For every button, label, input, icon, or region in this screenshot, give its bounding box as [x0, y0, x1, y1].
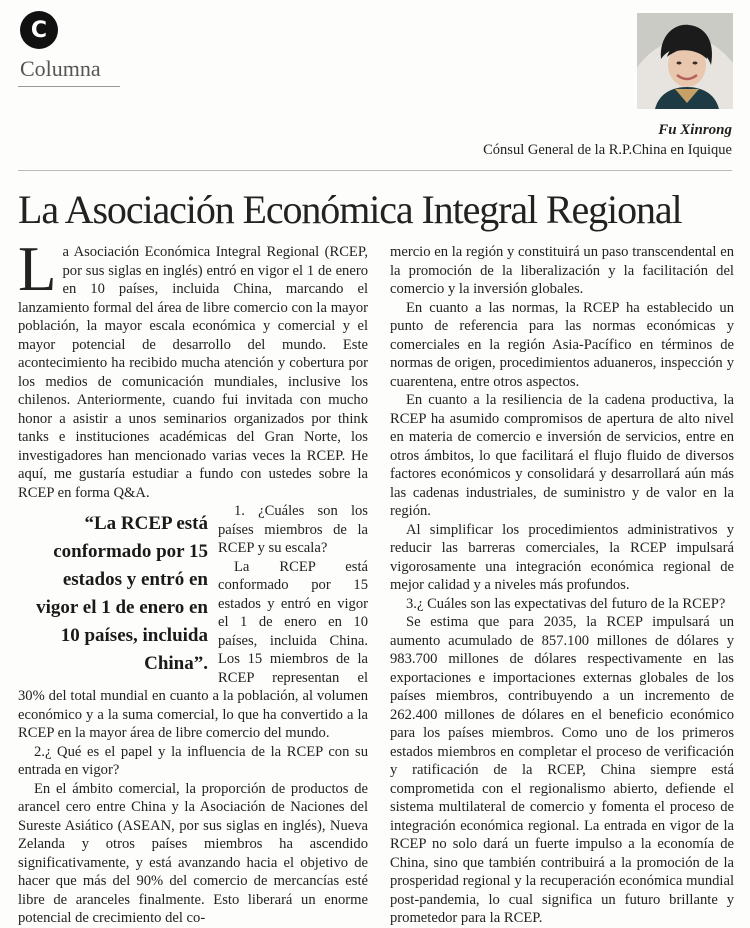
- section-divider: [18, 86, 120, 87]
- article-paragraph: En cuanto a las normas, la RCEP ha establecido un punto de referencia para las normas económicas y comerciales en la región Asia-Pacífico en términos de normas de origen, procedimientos aduaneros, inspección y cuarentena, entre otros aspectos.: [390, 299, 734, 390]
- author-portrait-icon: [637, 13, 733, 109]
- article-paragraph: Al simplificar los procedimientos administrativos y reducir las barreras comerciales, la RCEP impulsará vigorosamente una integración económica regional de mejor calidad y a niveles más profundos.: [390, 521, 734, 593]
- headline-divider: [18, 170, 732, 171]
- article-paragraph: La RCEP está conformado por 15 estados y entró en vigor el 1 de enero en 10 países, incluida China. Los 15 miembros de la RCEP representan el 30% del total mundial en cuanto a la población, al volumen económico y a la suma comercial, lo que ha convertido a la RCEP en la mayor área de libre comercio del mundo.: [18, 558, 368, 741]
- article-paragraph: En el ámbito comercial, la proporción de productos de arancel cero entre China y la Asociación de Naciones del Sureste Asiático (ASEAN, por sus siglas en inglés), Nueva Zelanda y otros países miembros ha ascendido significativamente, y está avanzando hacia el objetivo de hacer que más del 90% del comercio de mercancías esté libre de aranceles finalmente. Esto liberará un enorme potencial de crecimiento del co-: [18, 780, 368, 926]
- author-name: Fu Xinrong: [658, 122, 732, 138]
- article-paragraph: En cuanto a la resiliencia de la cadena productiva, la RCEP ha asumido compromisos de apertura de alto nivel en materia de comercio e inversión de servicios, entre en otros ámbitos, lo que facilitará el flujo fluido de diversos factores económicos y consolidará y desarrollará aún más las cadenas industriales, de suministro y de valor en la región.: [390, 392, 734, 519]
- article-column-left: [18, 234, 368, 928]
- author-photo: [637, 13, 733, 109]
- section-label: Columna: [20, 56, 101, 81]
- article-paragraph: 3.¿ Cuáles son las expectativas del futuro de la RCEP?: [406, 595, 726, 612]
- article-paragraph: 1. ¿Cuáles son los países miembros de la RCEP y su escala?: [218, 503, 368, 556]
- article-paragraph: Se estima que para 2035, la RCEP impulsará un aumento acumulado de 857.100 millones de dólares y 983.700 millones de dólares respectivamente en las exportaciones e importaciones externas globales de los países miembros, contribuyendo a un incremento de 262.400 millones de dólares en el beneficio económico para los países miembros. Como uno de los primeros estados miembros en completar el proceso de verificación y ratificación de la RCEP, China siempre está comprometida con el regionalismo abierto, defiende el sistema multilateral de comercio y fomenta el proceso de integración económica regional. La entrada en vigor de la RCEP no solo dará un fuerte impulso a la economía de China, sino que también contribuirá a la promoción de la prosperidad regional y la recuperación económica mundial post-pandemia, lo cual significa un futuro brillante y prometedor para la RCEP.: [390, 614, 734, 926]
- headline: La Asociación Económica Integral Regional: [18, 187, 682, 232]
- drop-cap: L: [18, 234, 57, 304]
- article-body: [18, 234, 738, 926]
- pull-quote: “La RCEP está conformado por 15 estados y entró en vigor el 1 de enero en 10 países, incluida China”.: [36, 513, 208, 674]
- article-paragraph: La Asociación Económica Integral Regional (RCEP, por sus siglas en inglés) entró en vigor el 1 de enero en 10 países, incluida China, marcando el lanzamiento formal del área de libre comercio con la mayor población, la mayor escala económica y comercial y el mayor potencial de desarrollo del mundo. Este acontecimiento ha recibido mucha atención y cobertura por los medios de comunicación mundiales, inclusive los chilenos. Anteriormente, cuando fui invitada con mucho honor a asistir a unos seminarios organizados por think tanks e instituciones académicas del Gran Norte, los investigadores han mencionado varias veces la RCEP. He aquí, me gustaría estudiar a fundo con ustedes sobre la RCEP en forma Q&A.: [18, 234, 368, 501]
- article-paragraph: 2.¿ Qué es el papel y la influencia de la RCEP con su entrada en vigor?: [18, 743, 368, 778]
- author-title: Cónsul General de la R.P.China en Iquique: [483, 142, 732, 158]
- article-paragraph: mercio en la región y constituirá un paso transcendental en la promoción de la liberalización y la facilitación del comercio y la inversión globales.: [390, 244, 734, 297]
- column-logo-icon: C: [20, 11, 58, 49]
- article-column-right: [390, 243, 734, 928]
